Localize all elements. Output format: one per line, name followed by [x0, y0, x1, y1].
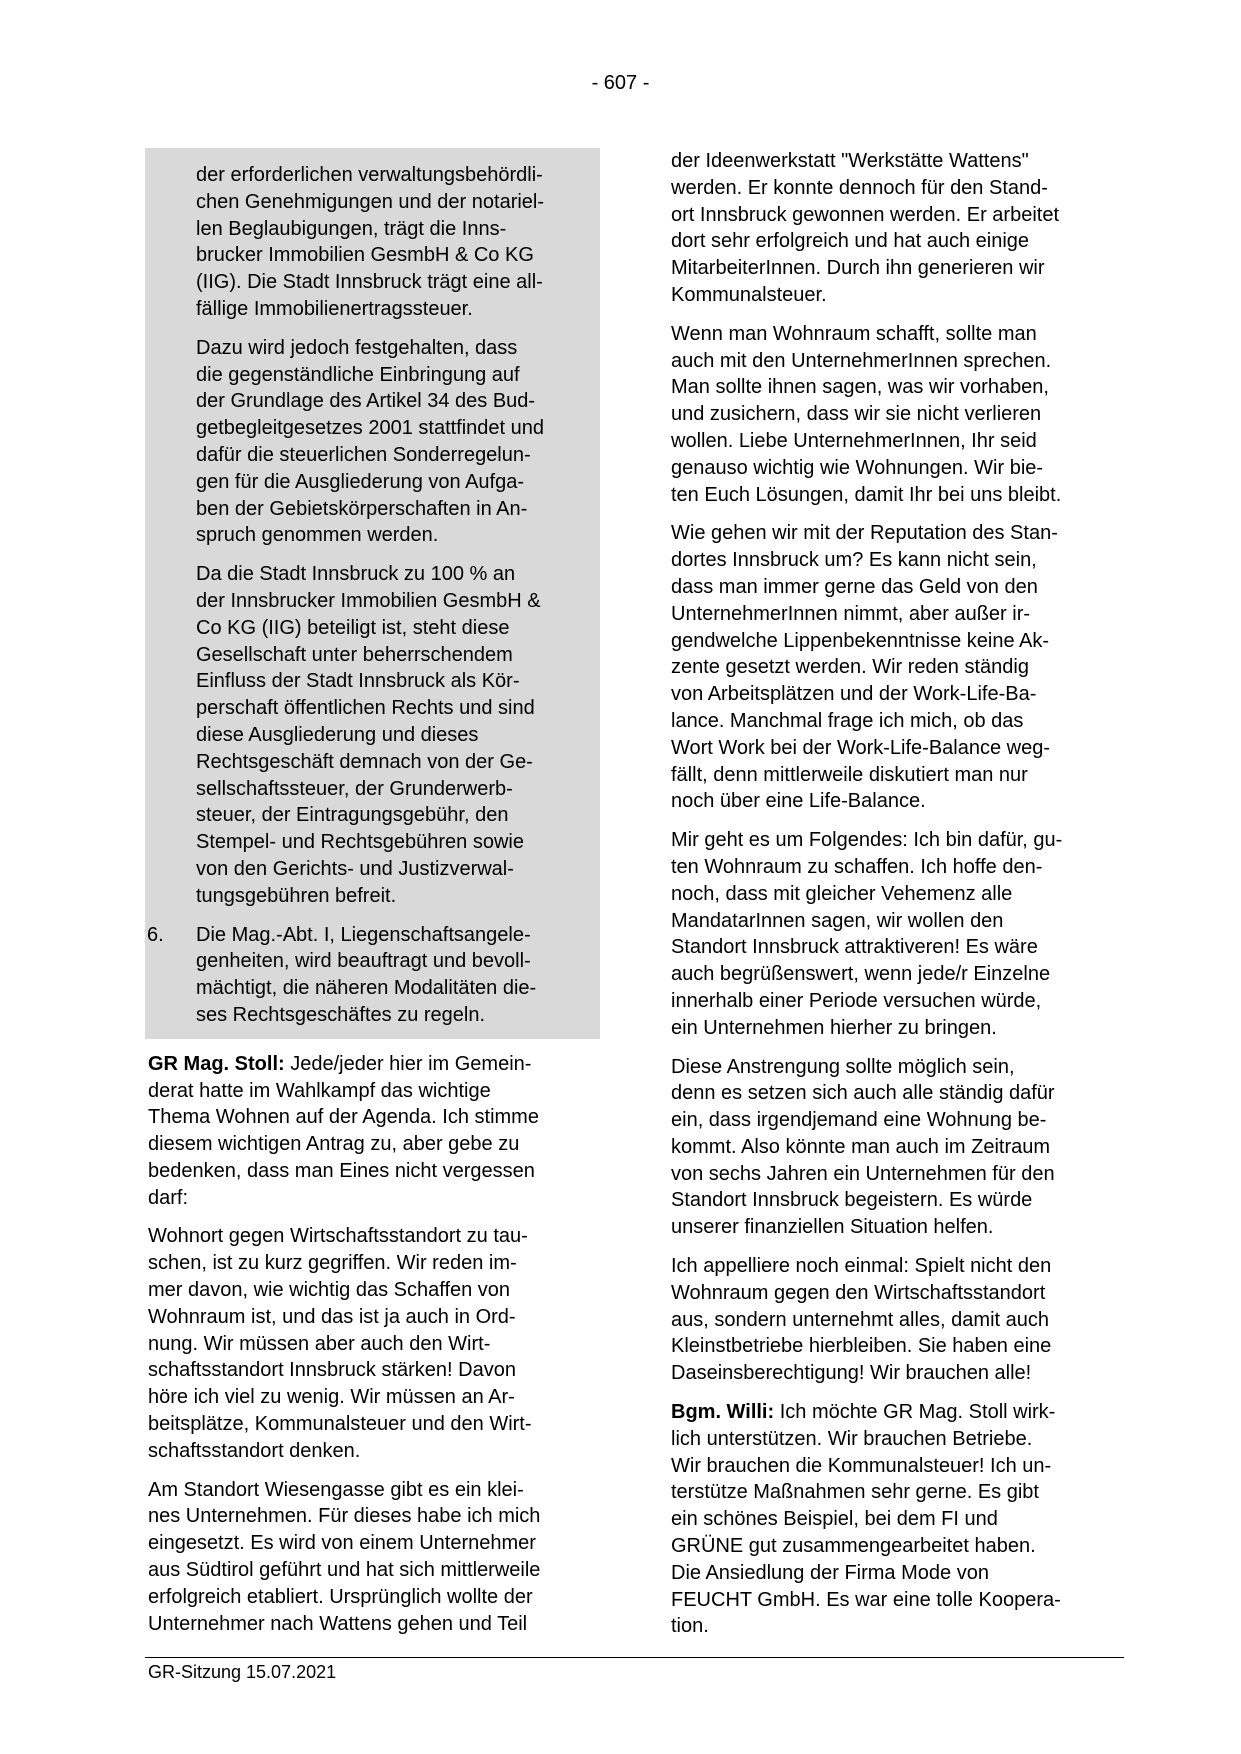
motion-paragraph: Dazu wird jedoch festgehalten, dass die gegenständliche Einbringung auf der Grundlage des Artikel 34 des Bud- getbegleitgesetzes 2001 stattfindet und dafür die steuerlichen Sonderregelun- gen für die Ausgliederung von Aufga- ben der Gebietskörperschaften in An- spruch genommen werden. — [196, 336, 545, 547]
footer-session-date: GR-Sitzung 15.07.2021 — [148, 1662, 337, 1682]
motion-item-6 — [145, 922, 600, 1029]
motion-paragraph: der erforderlichen verwaltungsbehördli- chen Genehmigungen und der notariel- len Beglaubigungen, trägt die Inns- brucker Immobilien GesmbH & Co KG (IIG). Die Stadt Innsbruck trägt eine all- fällige Immobilienertragssteuer. — [196, 164, 545, 320]
footer-rule — [145, 1657, 1124, 1658]
speech-paragraph: Wenn man Wohnraum schafft, sollte man auch mit den UnternehmerInnen sprechen. Man sollte ihnen sagen, was wir vorhaben, und zusichern, dass wir sie nicht verlieren wollen. Liebe UnternehmerInnen, Ihr seid genauso wichtig wie Wohnungen. Wir bie- ten Euch Lösungen, damit Ihr bei uns bleibt. — [671, 322, 1062, 506]
speech-paragraph: Ich appelliere noch einmal: Spielt nicht den Wohnraum gegen den Wirtschaftsstandort aus, sondern unternehmt alles, damit auch Kleinstbetriebe hierbleiben. Sie haben eine Daseinsberechtigung! Wir brauchen alle! — [671, 1255, 1052, 1385]
speech-paragraph: Diese Anstrengung sollte möglich sein, denn es setzen sich auch alle ständig dafür ein, dass irgendjemand eine Wohnung be- kommt. Also könnte man auch im Zeitraum von sechs Jahren ein Unternehmen für den Standort Innsbruck begeistern. Es würde unserer finanziellen Situation helfen. — [671, 1055, 1055, 1239]
speech-paragraph — [671, 1399, 1131, 1640]
item-text: Die Mag.-Abt. I, Liegenschaftsangele- genheiten, wird beauftragt und bevoll- mächtigt, die näheren Modalitäten die- ses Rechtsgeschäftes zu regeln. — [196, 923, 537, 1026]
speaker-name: Bgm. Willi: — [671, 1401, 775, 1424]
speaker-name: GR Mag. Stoll: — [148, 1052, 285, 1075]
speech-paragraph: Wohnort gegen Wirtschaftsstandort zu tau- schen, ist zu kurz gegriffen. Wir reden im- mer davon, wie wichtig das Schaffen von Wohnraum ist, und das ist ja auch in Ord- nung. Wir müssen aber auch den Wirt- schaftsstandort Innsbruck stärken! Davon höre ich viel zu wenig. Wir müssen an Ar- beitsplätze, Kommunalsteuer und den Wirt- schaftsstandort denken. — [148, 1225, 532, 1462]
item-number: 6. — [147, 923, 164, 946]
speech-paragraph: Mir geht es um Folgendes: Ich bin dafür, gu- ten Wohnraum zu schaffen. Ich hoffe den- noch, dass mit gleicher Vehemenz alle MandatarInnen sagen, wir wollen den Standort Innsbruck attraktiveren! Es wäre auch begrüßenswert, wenn jede/r Einzelne innerhalb einer Periode versuchen würde, ein Unternehmen hierher zu bringen. — [671, 829, 1063, 1039]
speech-text: Jede/jeder hier im Gemein- derat hatte im Wahlkampf das wichtige Thema Wohnen auf der Agenda. Ich stimme diesem wichtigen Antrag zu, aber gebe zu bedenken, dass man Eines nicht vergessen darf: — [148, 1052, 539, 1209]
right-column — [671, 148, 1131, 1652]
motion-text-box — [145, 148, 600, 1039]
page-number: - 607 - — [591, 72, 650, 94]
speech-paragraph: der Ideenwerkstatt "Werkstätte Wattens" werden. Er konnte dennoch für den Stand- ort Innsbruck gewonnen werden. Er arbeitet dort sehr erfolgreich und hat auch einige MitarbeiterInnen. Durch ihn generieren wir Kommunalsteuer. — [671, 150, 1059, 306]
speech-text: Ich möchte GR Mag. Stoll wirk- lich unterstützen. Wir brauchen Betriebe. Wir brauchen die Kommunalsteuer! Ich un- terstütze Maßnahmen sehr gerne. Es gibt ein schönes Beispiel, bei dem FI und GRÜNE gut zusammengearbeitet haben. Die Ansiedlung der Firma Mode von FEUCHT GmbH. Es war eine tolle Koopera- tion. — [671, 1401, 1061, 1638]
speech-paragraph: Am Standort Wiesengasse gibt es ein klei- nes Unternehmen. Für dieses habe ich mich eingesetzt. Es wird von einem Unternehmer aus Südtirol geführt und hat sich mittlerweile erfolgreich etabliert. Ursprünglich wollte der Unternehmer nach Wattens gehen und Teil — [148, 1478, 541, 1635]
motion-paragraph: Da die Stadt Innsbruck zu 100 % an der Innsbrucker Immobilien GesmbH & Co KG (IIG) beteiligt ist, steht diese Gesellschaft unter beherrschendem Einfluss der Stadt Innsbruck als Kör- perschaft öffentlichen Rechts und sind diese Ausgliederung und dieses Rechtsgeschäft demnach von der Ge- sellschaftssteuer, der Grunderwerb- steuer, der Eintragungsgebühr, den Stempel- und Rechtsgebühren sowie von den Gerichts- und Justizverwal- tungsgebühren befreit. — [196, 563, 541, 907]
left-column — [145, 148, 600, 1649]
speech-paragraph — [148, 1051, 600, 1212]
speech-paragraph: Wie gehen wir mit der Reputation des Stan- dortes Innsbruck um? Es kann nicht sein, dass man immer gerne das Geld von den UnternehmerInnen nimmt, aber außer ir- gendwelche Lippenbekenntnisse keine Ak- zente gesetzt werden. Wir reden ständig von Arbeitsplätzen und der Work-Life-Ba- lance. Manchmal frage ich mich, ob das Wort Work bei der Work-Life-Balance weg- fällt, denn mittlerweile diskutiert man nur noch über eine Life-Balance. — [671, 522, 1058, 813]
